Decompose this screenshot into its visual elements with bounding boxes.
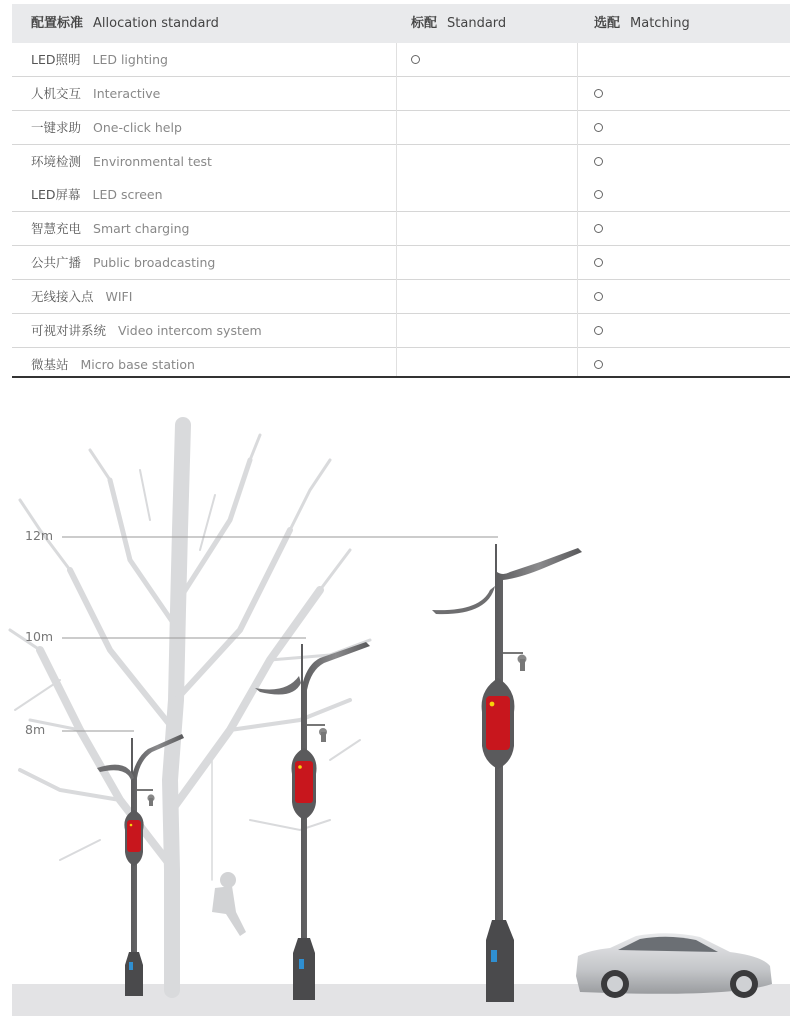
feature-name-en: Smart charging [93, 221, 190, 236]
feature-name-zh: 微基站 [31, 357, 69, 372]
feature-name-zh: 一键求助 [31, 120, 82, 135]
table-row [12, 43, 790, 77]
feature-name-zh: LED照明 [31, 52, 81, 67]
feature-name-zh: 环境检测 [31, 154, 82, 169]
matching-mark-icon [594, 89, 603, 98]
feature-name-zh: 人机交互 [31, 86, 82, 101]
feature-name-en: Micro base station [80, 357, 195, 372]
feature-name-zh: 公共广播 [31, 255, 82, 270]
tree [10, 425, 370, 990]
matching-mark-icon [594, 292, 603, 301]
height-label-12m: 12m [25, 528, 54, 543]
table-header [12, 4, 790, 43]
car [576, 933, 772, 998]
column-divider [396, 43, 397, 377]
table-row [12, 246, 790, 280]
column-divider [577, 43, 578, 377]
table-row [12, 178, 790, 212]
standard-mark-icon [411, 55, 420, 64]
pole-10m [255, 642, 370, 1000]
allocation-table [12, 4, 790, 381]
feature-name-en: One-click help [93, 120, 182, 135]
feature-name [31, 212, 189, 245]
table-row [12, 111, 790, 145]
feature-name-zh: 无线接入点 [31, 289, 94, 304]
feature-name [31, 280, 132, 313]
table-row [12, 314, 790, 348]
feature-name-en: Environmental test [93, 154, 212, 169]
table-row [12, 212, 790, 246]
header-standard: 标配 Standard [411, 16, 507, 31]
feature-name-en: LED lighting [92, 52, 168, 67]
height-label-8m: 8m [25, 722, 46, 737]
feature-name [31, 43, 168, 76]
matching-mark-icon [594, 258, 603, 267]
illustration-svg [0, 400, 800, 1016]
feature-name [31, 145, 212, 178]
feature-name-en: WIFI [105, 289, 133, 304]
table-row [12, 280, 790, 314]
matching-mark-icon [594, 123, 603, 132]
header-allocation: 配置标准 Allocation standard [31, 16, 219, 31]
height-label-10m: 10m [25, 629, 54, 644]
table-bottom-rule [12, 376, 790, 378]
matching-mark-icon [594, 360, 603, 369]
matching-mark-icon [594, 190, 603, 199]
table-row [12, 77, 790, 111]
swing-person [212, 872, 246, 936]
matching-mark-icon [594, 326, 603, 335]
table-row [12, 145, 790, 178]
matching-mark-icon [594, 157, 603, 166]
feature-name-zh: 智慧充电 [31, 221, 82, 236]
feature-name [31, 314, 262, 347]
smart-pole-illustration [0, 400, 800, 1016]
table-body [12, 43, 790, 381]
feature-name-en: Interactive [93, 86, 161, 101]
pole-12m [432, 544, 582, 1002]
feature-name-en: LED screen [92, 187, 163, 202]
feature-name-zh: LED屏幕 [31, 187, 81, 202]
matching-mark-icon [594, 224, 603, 233]
feature-name-en: Video intercom system [118, 323, 262, 338]
header-matching: 选配 Matching [594, 16, 690, 31]
feature-name [31, 178, 163, 211]
feature-name-en: Public broadcasting [93, 255, 216, 270]
feature-name [31, 246, 215, 279]
feature-name-zh: 可视对讲系统 [31, 323, 107, 338]
feature-name [31, 111, 182, 144]
feature-name [31, 77, 160, 110]
